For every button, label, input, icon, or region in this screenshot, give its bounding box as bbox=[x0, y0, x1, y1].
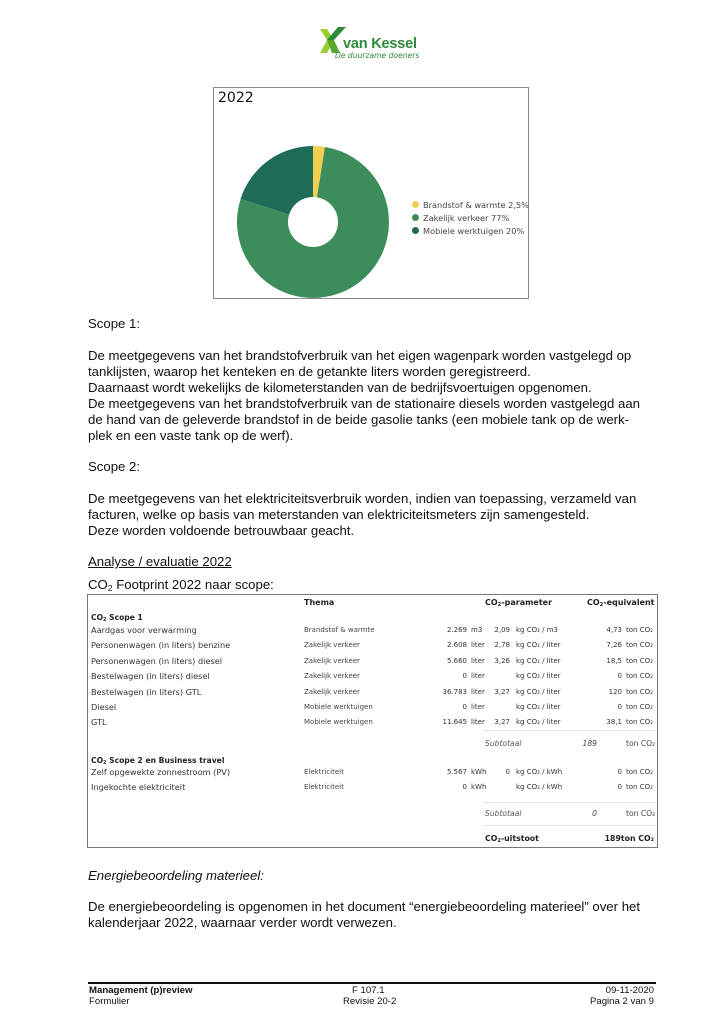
section-scope1: $CO_2$ Scope 1 bbox=[91, 613, 143, 624]
scope1-line-5: de hand van de geleverde brandstof in de beide gasolie tanks (een mobiele tank op de werk- bbox=[88, 412, 630, 427]
row-quantity: 11.645 bbox=[442, 718, 467, 727]
row-co2-parameter: 3,26 bbox=[494, 656, 510, 665]
row-co2-equivalent: 4,73 bbox=[606, 626, 622, 634]
row-co2-parameter: 2,78 bbox=[494, 641, 510, 650]
row-equivalent-unit: ton CO₂ bbox=[626, 703, 653, 711]
table-row bbox=[88, 656, 657, 671]
scope2-subtotal-label: Subtotaal bbox=[485, 809, 522, 818]
scope1-subtotal-unit: ton CO₂ bbox=[626, 739, 656, 748]
row-unit: liter bbox=[471, 687, 485, 696]
row-co2-parameter: 3,27 bbox=[494, 687, 510, 696]
legend-dot-yellow-icon bbox=[412, 201, 419, 208]
footer-rule bbox=[88, 982, 656, 984]
row-name: Bestelwagen (in liters) diesel bbox=[91, 671, 210, 682]
scope2-subtotal-value: 0 bbox=[592, 809, 597, 818]
row-parameter-unit: kg CO₂ / kWh bbox=[516, 768, 563, 776]
row-unit: liter bbox=[471, 672, 485, 681]
footer-date: 09-11-2020 bbox=[605, 985, 654, 996]
row-thema: Zakelijk verkeer bbox=[304, 656, 360, 665]
footer-doc-type: Formulier bbox=[89, 996, 130, 1007]
scope1-subtotal-label: Subtotaal bbox=[485, 739, 522, 748]
row-quantity: 2.269 bbox=[446, 626, 467, 634]
row-equivalent-unit: ton CO₂ bbox=[626, 687, 653, 696]
scope1-subtotal-value: 189 bbox=[582, 739, 597, 748]
legend-item-brandstof: Brandstof & warmte 2,5% bbox=[412, 198, 529, 211]
row-name: Bestelwagen (in liters) GTL bbox=[91, 686, 202, 697]
scope2-line-2: facturen, welke op basis van meterstanden van elektriciteitsmeters zijn samengesteld. bbox=[88, 507, 590, 522]
donut-plot bbox=[237, 146, 389, 298]
row-name: Personenwagen (in liters) diesel bbox=[91, 655, 223, 666]
row-co2-equivalent: 38,1 bbox=[606, 718, 622, 727]
company-logo bbox=[318, 27, 428, 63]
energy-line-1: De energiebeoordeling is opgenomen in het document “energiebeoordeling materieel” over het bbox=[88, 899, 641, 914]
row-parameter-unit: kg CO₂ / kWh bbox=[516, 783, 563, 792]
row-parameter-unit: kg CO₂ / m3 bbox=[516, 626, 559, 634]
divider bbox=[483, 802, 656, 803]
row-name: Ingekochte elektriciteit bbox=[91, 782, 186, 793]
total-value: 189ton CO₂ bbox=[604, 834, 654, 843]
row-quantity: 2.608 bbox=[446, 641, 467, 650]
row-thema: Elektriciteit bbox=[304, 783, 344, 792]
row-equivalent-unit: ton CO₂ bbox=[626, 672, 653, 681]
co2-footprint-table bbox=[87, 594, 658, 848]
col-header-equivalent: $CO_2$-equivalent bbox=[587, 598, 655, 609]
row-name: Personenwagen (in liters) benzine bbox=[91, 640, 231, 651]
col-header-thema: Thema bbox=[304, 598, 335, 607]
table-row bbox=[88, 640, 657, 655]
row-co2-equivalent: 0 bbox=[617, 768, 622, 776]
divider bbox=[483, 730, 656, 731]
legend-dot-green-icon bbox=[412, 214, 419, 221]
footer-form-code: F 107.1 bbox=[352, 985, 385, 996]
row-unit: liter bbox=[471, 656, 485, 665]
row-equivalent-unit: ton CO₂ bbox=[626, 656, 653, 665]
table-row bbox=[88, 702, 657, 717]
row-thema: Elektriciteit bbox=[304, 768, 344, 776]
scope1-line-1: De meetgegevens van het brandstofverbruik van het eigen wagenpark worden vastgelegd op bbox=[88, 348, 632, 363]
row-quantity: 0 bbox=[462, 783, 467, 792]
logo-name: van Kessel bbox=[343, 36, 417, 52]
row-name: Zelf opgewekte zonnestroom (PV) bbox=[91, 767, 231, 777]
scope2-line-3: Deze worden voldoende betrouwbaar geacht. bbox=[88, 523, 355, 538]
row-thema: Zakelijk verkeer bbox=[304, 672, 360, 681]
scope1-line-4: De meetgegevens van het brandstofverbruik van de stationaire diesels worden vastgelegd aan bbox=[88, 396, 641, 411]
row-thema: Zakelijk verkeer bbox=[304, 641, 360, 650]
row-co2-equivalent: 0 bbox=[617, 672, 622, 681]
table-row bbox=[88, 782, 657, 797]
scope2-subtotal-unit: ton CO₂ bbox=[626, 809, 656, 818]
row-equivalent-unit: ton CO₂ bbox=[626, 641, 653, 650]
row-co2-parameter: 0 bbox=[505, 768, 510, 776]
row-equivalent-unit: ton CO₂ bbox=[626, 783, 653, 792]
scope2-heading: Scope 2: bbox=[88, 459, 141, 474]
scope1-line-6: plek en een vaste tank op de werf). bbox=[88, 428, 294, 443]
footer-page-number: Pagina 2 van 9 bbox=[589, 996, 654, 1007]
total-label: $CO_2$-uitstoot bbox=[485, 834, 539, 845]
row-parameter-unit: kg CO₂ / liter bbox=[516, 641, 561, 650]
chart-title: 2022 bbox=[218, 90, 254, 106]
footer-revision: Revisie 20-2 bbox=[343, 996, 397, 1007]
row-unit: liter bbox=[471, 641, 485, 650]
row-parameter-unit: kg CO₂ / liter bbox=[516, 656, 561, 665]
footprint-caption: $CO_2$ Footprint 2022 naar scope: bbox=[88, 577, 274, 594]
row-quantity: 0 bbox=[462, 672, 467, 681]
row-co2-parameter: 2,09 bbox=[494, 626, 510, 634]
row-co2-equivalent: 120 bbox=[608, 687, 622, 696]
row-parameter-unit: kg CO₂ / liter bbox=[516, 718, 561, 727]
scope1-heading: Scope 1: bbox=[88, 316, 141, 331]
row-name: GTL bbox=[91, 717, 107, 728]
row-unit: kWh bbox=[471, 768, 487, 776]
chart-legend bbox=[412, 198, 529, 237]
row-unit: liter bbox=[471, 703, 485, 711]
row-quantity: 5.567 bbox=[446, 768, 467, 776]
row-unit: m3 bbox=[471, 626, 483, 634]
row-equivalent-unit: ton CO₂ bbox=[626, 626, 653, 634]
row-co2-equivalent: 0 bbox=[617, 783, 622, 792]
scope2-line-1: De meetgegevens van het elektriciteitsverbruik worden, indien van toepassing, verzameld van bbox=[88, 491, 637, 506]
row-co2-equivalent: 7,26 bbox=[606, 641, 622, 650]
scope1-line-3: Daarnaast wordt wekelijks de kilometerstanden van de bedrijfsvoertuigen opgenomen. bbox=[88, 380, 592, 395]
table-row bbox=[88, 767, 657, 782]
row-thema: Mobiele werktuigen bbox=[304, 718, 373, 727]
divider bbox=[483, 825, 656, 826]
row-unit: kWh bbox=[471, 783, 487, 792]
scope1-line-2: tanklijsten, waarop het kenteken en de getankte liters worden geregistreerd. bbox=[88, 364, 531, 379]
logo-tagline: De duurzame doeners bbox=[335, 51, 420, 60]
row-thema: Brandstof & warmte bbox=[304, 626, 375, 634]
row-co2-equivalent: 0 bbox=[617, 703, 622, 711]
row-quantity: 36.783 bbox=[442, 687, 467, 696]
row-quantity: 0 bbox=[462, 703, 467, 711]
table-row bbox=[88, 625, 657, 640]
col-header-parameter: $CO_2$-parameter bbox=[485, 598, 553, 609]
legend-item-zakelijk: Zakelijk verkeer 77% bbox=[412, 211, 529, 224]
section-scope2: $CO_2$ Scope 2 en Business travel bbox=[91, 756, 225, 767]
energy-heading: Energiebeoordeling materieel: bbox=[88, 868, 264, 883]
row-unit: liter bbox=[471, 718, 485, 727]
row-equivalent-unit: ton CO₂ bbox=[626, 768, 653, 776]
row-name: Aardgas voor verwarming bbox=[91, 625, 197, 635]
row-co2-equivalent: 18,5 bbox=[606, 656, 622, 665]
row-thema: Mobiele werktuigen bbox=[304, 703, 373, 711]
row-name: Diesel bbox=[91, 702, 117, 712]
donut-chart bbox=[213, 87, 529, 299]
row-co2-parameter: 3,27 bbox=[494, 718, 510, 727]
legend-item-mobiele: Mobiele werktuigen 20% bbox=[412, 224, 529, 237]
row-parameter-unit: kg CO₂ / liter bbox=[516, 672, 561, 681]
row-quantity: 5.660 bbox=[446, 656, 467, 665]
legend-dot-darkgreen-icon bbox=[412, 227, 419, 234]
table-row bbox=[88, 687, 657, 702]
footer-doc-title: Management (p)review bbox=[89, 985, 193, 996]
energy-line-2: kalenderjaar 2022, waarnaar verder wordt verwezen. bbox=[88, 915, 397, 930]
row-thema: Zakelijk verkeer bbox=[304, 687, 360, 696]
analysis-heading: Analyse / evaluatie 2022 bbox=[88, 554, 232, 569]
row-parameter-unit: kg CO₂ / liter bbox=[516, 703, 561, 711]
row-parameter-unit: kg CO₂ / liter bbox=[516, 687, 561, 696]
table-row bbox=[88, 671, 657, 686]
row-equivalent-unit: ton CO₂ bbox=[626, 718, 653, 727]
